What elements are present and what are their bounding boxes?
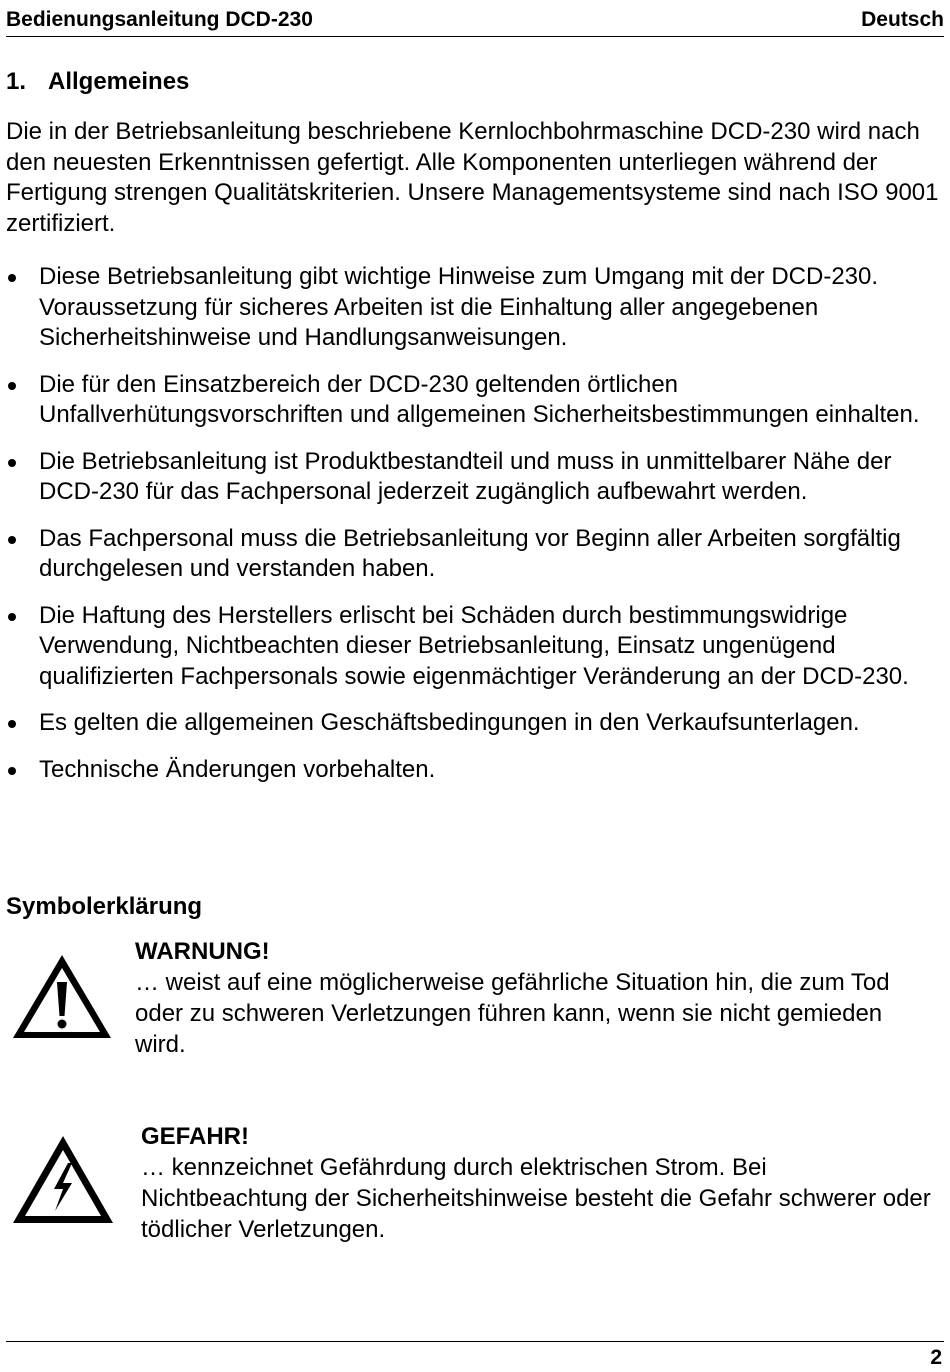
warning-text: … weist auf eine möglicherweise gefährliche Situation hin, die zum Tod oder zu schweren Verletzungen führen kann, wenn sie nicht gemieden wird.	[135, 969, 890, 1058]
list-item	[0, 370, 950, 431]
section-number: 1.	[6, 68, 27, 95]
symbols-heading: Symbolerklärung	[6, 893, 203, 920]
intro-paragraph: Die in der Betriebsanleitung beschriebene Kernlochbohrmaschine DCD-230 wird nach den neuesten Erkenntnissen gefertigt. Alle Komponenten unterliegen während der Fertigung strengen Qualitätskriterien. Unsere Managementsysteme sind nach ISO 9001 zertifiziert.	[6, 118, 939, 237]
list-item	[0, 601, 950, 693]
list-item	[0, 447, 950, 508]
list-item-text: Die Betriebsanleitung ist Produktbestandteil und muss in unmittelbarer Nähe der DCD-230 für das Fachpersonal jederzeit zugänglich aufbewahrt werden.	[39, 447, 892, 505]
warning-title: WARNUNG!	[135, 938, 270, 965]
list-item-text: Die für den Einsatzbereich der DCD-230 geltenden örtlichen Unfallverhütungsvorschriften und allgemeinen Sicherheitsbestimmungen einhalten.	[39, 370, 920, 428]
bullet-icon	[8, 720, 16, 728]
list-item-text: Diese Betriebsanleitung gibt wichtige Hinweise zum Umgang mit der DCD-230. Voraussetzung für sicheres Arbeiten ist die Einhaltung aller angegebenen Sicherheitshinweise und Handlungsanweisungen.	[39, 263, 879, 351]
bullet-icon	[8, 767, 16, 775]
danger-title: GEFAHR!	[141, 1123, 249, 1150]
bullet-list	[0, 262, 950, 801]
bullet-icon	[8, 382, 16, 390]
list-item	[0, 524, 950, 585]
bullet-icon	[8, 459, 16, 467]
danger-block	[141, 1122, 931, 1245]
list-item-text: Technische Änderungen vorbehalten.	[39, 755, 436, 783]
list-item	[0, 755, 950, 786]
document-language: Deutsch	[861, 8, 944, 31]
warning-triangle-icon	[10, 952, 114, 1042]
bullet-icon	[8, 613, 16, 621]
page-number: 2	[930, 1346, 942, 1369]
bullet-icon	[8, 536, 16, 544]
list-item	[0, 708, 950, 739]
bullet-icon	[8, 274, 16, 282]
document-title: Bedienungsanleitung DCD-230	[6, 8, 313, 31]
electric-hazard-icon	[10, 1133, 116, 1227]
list-item-text: Es gelten die allgemeinen Geschäftsbedingungen in den Verkaufsunterlagen.	[39, 709, 860, 736]
list-item	[0, 262, 950, 354]
warning-block	[135, 937, 935, 1060]
list-item-text: Das Fachpersonal muss die Betriebsanleitung vor Beginn aller Arbeiten sorgfältig durchgelesen und verstanden haben.	[39, 524, 901, 582]
list-item-text: Die Haftung des Herstellers erlischt bei Schäden durch bestimmungswidrige Verwendung, Nichtbeachten dieser Betriebsanleitung, Einsatz ungenügend qualifizierten Fachpersonals sowie eigenmächtiger Veränderung an der DCD-230.	[39, 601, 909, 690]
section-heading	[6, 68, 189, 96]
section-title: Allgemeines	[48, 68, 190, 95]
danger-text: … kennzeichnet Gefährdung durch elektrischen Strom. Bei Nichtbeachtung der Sicherheitshinweise besteht die Gefahr schwerer oder tödlicher Verletzungen.	[141, 1154, 931, 1243]
page-header	[6, 6, 944, 37]
footer-divider	[6, 1341, 944, 1342]
